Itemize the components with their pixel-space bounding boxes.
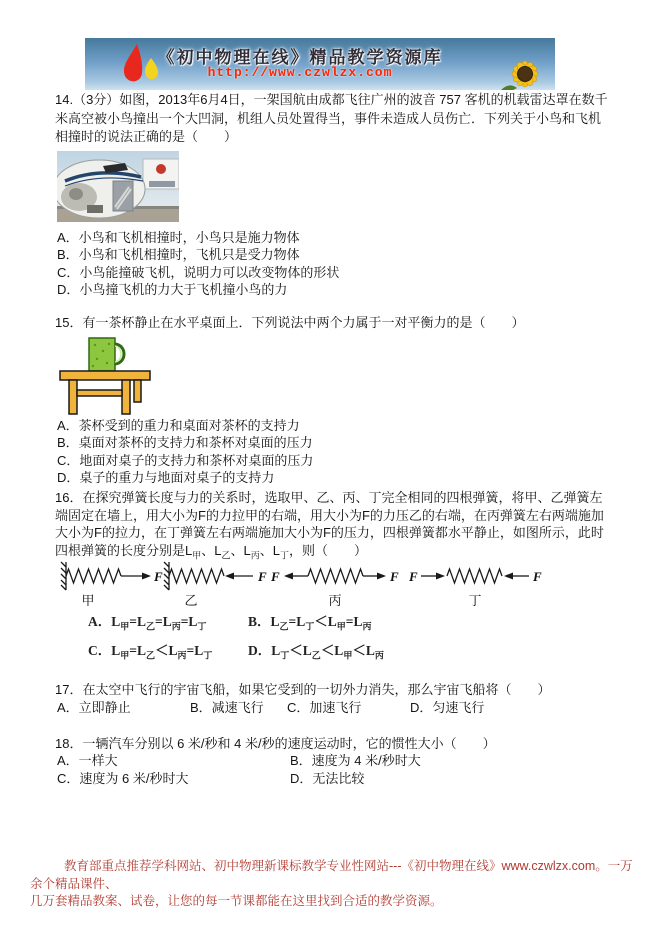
site-banner <box>85 38 555 90</box>
teacup-table-image <box>58 335 154 417</box>
springs-diagram <box>57 560 557 606</box>
option-15-d: D．桌子的重力与地面对桌子的支持力 <box>57 470 275 486</box>
option-17-a: A．立即静止 <box>57 700 131 715</box>
option-15-b: B．桌面对茶杯的支持力和茶杯对桌面的压力 <box>57 435 313 451</box>
option-16-b: B．$L_乙=L_丁<L_甲=L_丙$ <box>248 614 372 632</box>
force-label-ding-left: F <box>409 569 418 584</box>
option-14-b: B．小鸟和飞机相撞时，飞机只是受力物体 <box>57 247 300 263</box>
sunflower-icon <box>495 46 551 90</box>
option-17-b: B．减速飞行 <box>190 700 264 715</box>
option-16-a: A．$L_甲=L_乙=L_丙=L_丁$ <box>88 614 207 632</box>
question-16-options <box>88 610 384 661</box>
option-15-c: C．地面对桌子的支持力和茶杯对桌面的压力 <box>57 452 314 468</box>
force-label-yi: F <box>258 569 267 584</box>
option-18-b: B．速度为 4 米/秒时大 <box>290 753 421 768</box>
banner-title: 《初中物理在线》精品教学资源库 <box>157 48 443 67</box>
force-label-bing-left: F <box>271 569 280 584</box>
airplane-image <box>57 151 179 222</box>
force-label-ding-right: F <box>533 569 542 584</box>
option-14-d: D．小鸟撞飞机的力大于飞机撞小鸟的力 <box>57 282 288 298</box>
force-label-bing-right: F <box>390 569 399 584</box>
option-16-c: C．$L_甲=L_乙<L_丙=L_丁$ <box>88 642 213 661</box>
question-17-options <box>57 699 484 716</box>
option-17-d: D．匀速飞行 <box>410 700 485 715</box>
question-18-stem: 18．一辆汽车分别以 6 米/秒和 4 米/秒的速度运动时，它的惯性大小（ ） <box>55 736 496 751</box>
spring-label-yi: 乙 <box>184 593 198 606</box>
question-14-options <box>57 229 339 299</box>
question-15-stem: 15．有一茶杯静止在水平桌面上．下列说法中两个力属于一对平衡力的是（ ） <box>55 315 525 330</box>
spring-label-ding: 丁 <box>468 593 482 606</box>
option-18-d: D．无法比较 <box>290 771 365 787</box>
option-14-a: A．小鸟和飞机相撞时，小鸟只是施力物体 <box>57 230 300 245</box>
question-15-options <box>57 417 313 487</box>
footer-line-2: 几万套精品教案、试卷，让您的每一节课都能在这里找到合适的教学资源。 <box>30 894 443 908</box>
question-18-options <box>57 752 421 788</box>
force-label-jia: F <box>154 569 163 584</box>
spring-label-bing: 丙 <box>328 593 342 606</box>
option-14-c: C．小鸟能撞破飞机，说明力可以改变物体的形状 <box>57 264 340 280</box>
option-18-c: C．速度为 6 米/秒时大 <box>57 771 189 787</box>
option-17-c: C．加速飞行 <box>287 700 362 715</box>
question-14-stem: 14.（3分）如图，2013年6月4日，一架国航由成都飞往广州的波音 757 客机的机载雷达罩在数千米高空被小鸟撞出一个大凹洞，机组人员处置得当，事件未造成人员伤亡．下列关于小鸟和飞机相撞时的说法正确的是（ ） <box>55 92 608 144</box>
banner-url: http://www.czwlzx.com <box>207 65 393 80</box>
option-18-a: A．一样大 <box>57 753 118 768</box>
question-17-stem: 17．在太空中飞行的宇宙飞船，如果它受到的一切外力消失，那么宇宙飞船将（ ） <box>55 682 551 697</box>
option-15-a: A．茶杯受到的重力和桌面对茶杯的支持力 <box>57 418 300 433</box>
question-16-stem: 16．在探究弹簧长度与力的关系时，选取甲、乙、丙、丁完全相同的四根弹簧，将甲、乙弹簧左端固定在墙上，用大小为F的力拉甲的右端，用大小为F的力压乙的右端，在丙弹簧左右两端施加大小为F的拉力，在丁弹簧左右两端施加大小为F的压力，四根弹簧都水平静止，如图所示，此时四根弹簧的长度分别是$L_甲$、$L_乙$、$L_丙$、$L_丁$，则（ ） <box>55 490 604 561</box>
footer-line-1: 教育部重点推荐学科网站、初中物理新课标教学专业性网站---《初中物理在线》www.czwlzx.com。一万余个精品课件、 <box>30 859 633 891</box>
option-16-d: D．$L_丁<L_乙<L_甲<L_丙$ <box>248 642 384 661</box>
footer-promo <box>30 858 636 911</box>
spring-label-jia: 甲 <box>81 593 95 606</box>
